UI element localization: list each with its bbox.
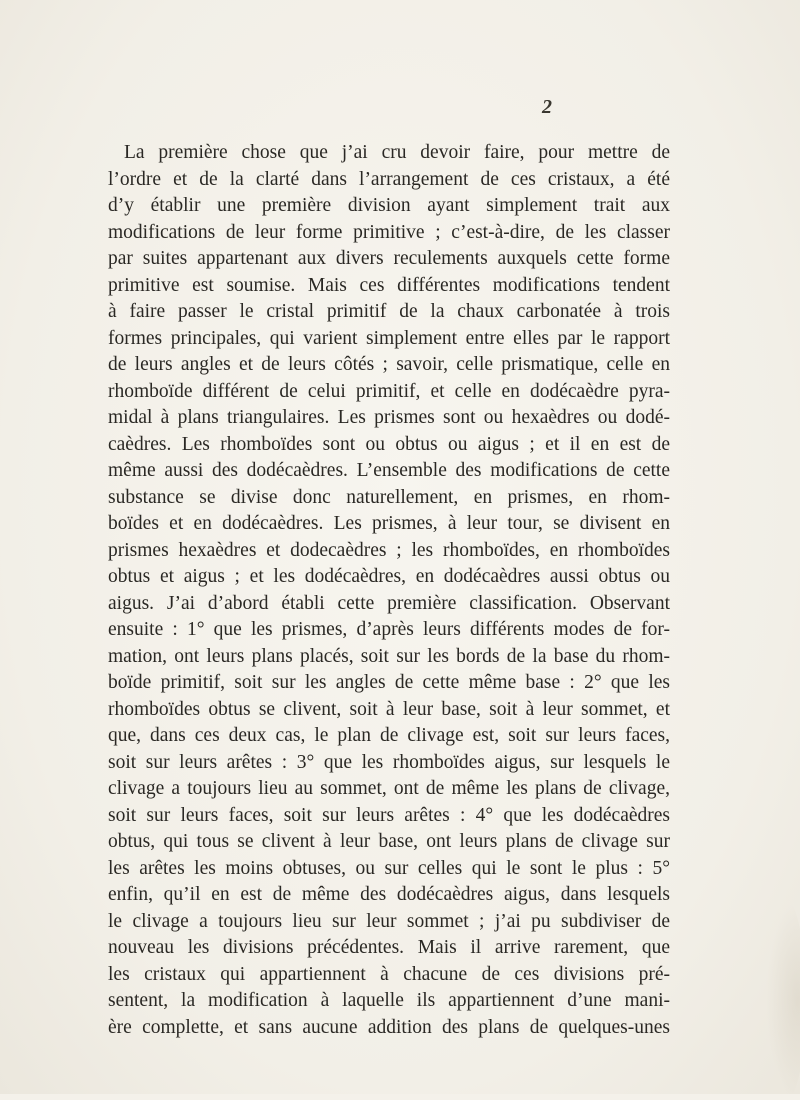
- text-line: caèdres. Les rhomboïdes sont ou obtus ou aigus ; et il en est de: [108, 433, 670, 455]
- text-line: de leurs angles et de leurs côtés ; savoir, celle prismatique, celle en: [108, 354, 670, 375]
- text-line: ensuite : 1° que les prismes, d’après leurs différents modes de for-: [108, 619, 670, 640]
- text-line: à faire passer le cristal primitif de la chaux carbonatée à trois: [108, 301, 670, 322]
- text-line: par suites appartenant aux divers reculements auxquels cette forme: [108, 248, 670, 269]
- text-line: même aussi des dodécaèdres. L’ensemble des modifications de cette: [108, 460, 670, 481]
- text-line: boïde primitif, soit sur les angles de cette même base : 2° que les: [108, 672, 670, 693]
- text-line: clivage a toujours lieu au sommet, ont de même les plans de clivage,: [108, 778, 670, 799]
- text-line: d’y établir une première division ayant simplement trait aux: [108, 195, 670, 216]
- text-line: nouveau les divisions précédentes. Mais il arrive rarement, que: [108, 937, 670, 958]
- text-line: enfin, qu’il en est de même des dodécaèdres aigus, dans lesquels: [108, 884, 670, 905]
- text-line: que, dans ces deux cas, le plan de clivage est, soit sur leurs faces,: [108, 725, 670, 746]
- text-line: soit sur leurs faces, soit sur leurs arêtes : 4° que les dodécaèdres: [108, 804, 670, 826]
- text-line: soit sur leurs arêtes : 3° que les rhomboïdes aigus, sur lesquels le: [108, 751, 670, 773]
- text-line: obtus, qui tous se clivent à leur base, ont leurs plans de clivage sur: [108, 831, 670, 852]
- page-number: 2: [542, 96, 552, 118]
- text-line: boïdes et en dodécaèdres. Les prismes, à leur tour, se divisent en: [108, 513, 670, 534]
- text-line: primitive est soumise. Mais ces différentes modifications tendent: [108, 274, 670, 296]
- body-paragraph: [108, 140, 670, 1041]
- text-line: modifications de leur forme primitive ; c’est-à-dire, de les classer: [108, 221, 670, 243]
- text-line: La première chose que j’ai cru devoir faire, pour mettre de: [124, 142, 670, 163]
- text-line: les cristaux qui appartiennent à chacune de ces divisions pré-: [108, 963, 670, 985]
- text-line: obtus et aigus ; et les dodécaèdres, en dodécaèdres aussi obtus ou: [108, 566, 670, 587]
- text-line: ère complette, et sans aucune addition des plans de quelques-unes: [108, 1016, 670, 1038]
- paper-stain: [766, 900, 800, 1100]
- text-line: prismes hexaèdres et dodecaèdres ; les rhomboïdes, en rhomboïdes: [108, 539, 670, 561]
- text-line: sentent, la modification à laquelle ils appartiennent d’une mani-: [108, 990, 670, 1011]
- text-line: l’ordre et de la clarté dans l’arrangement de ces cristaux, a été: [108, 168, 670, 190]
- text-line: midal à plans triangulaires. Les prismes sont ou hexaèdres ou dodé-: [108, 407, 670, 428]
- text-line: formes principales, qui varient simplement entre elles par le rapport: [108, 327, 670, 349]
- text-line: les arêtes les moins obtuses, ou sur celles qui le sont le plus : 5°: [108, 857, 670, 879]
- text-line: rhomboïde différent de celui primitif, et celle en dodécaèdre pyra-: [108, 380, 670, 402]
- text-line: substance se divise donc naturellement, en prismes, en rhom-: [108, 486, 670, 508]
- text-line: aigus. J’ai d’abord établi cette première classification. Observant: [108, 592, 670, 614]
- text-line: rhomboïdes obtus se clivent, soit à leur base, soit à leur sommet, et: [108, 698, 670, 720]
- text-line: mation, ont leurs plans placés, soit sur les bords de la base du rhom-: [108, 645, 670, 667]
- text-line: le clivage a toujours lieu sur leur sommet ; j’ai pu subdiviser de: [108, 910, 670, 932]
